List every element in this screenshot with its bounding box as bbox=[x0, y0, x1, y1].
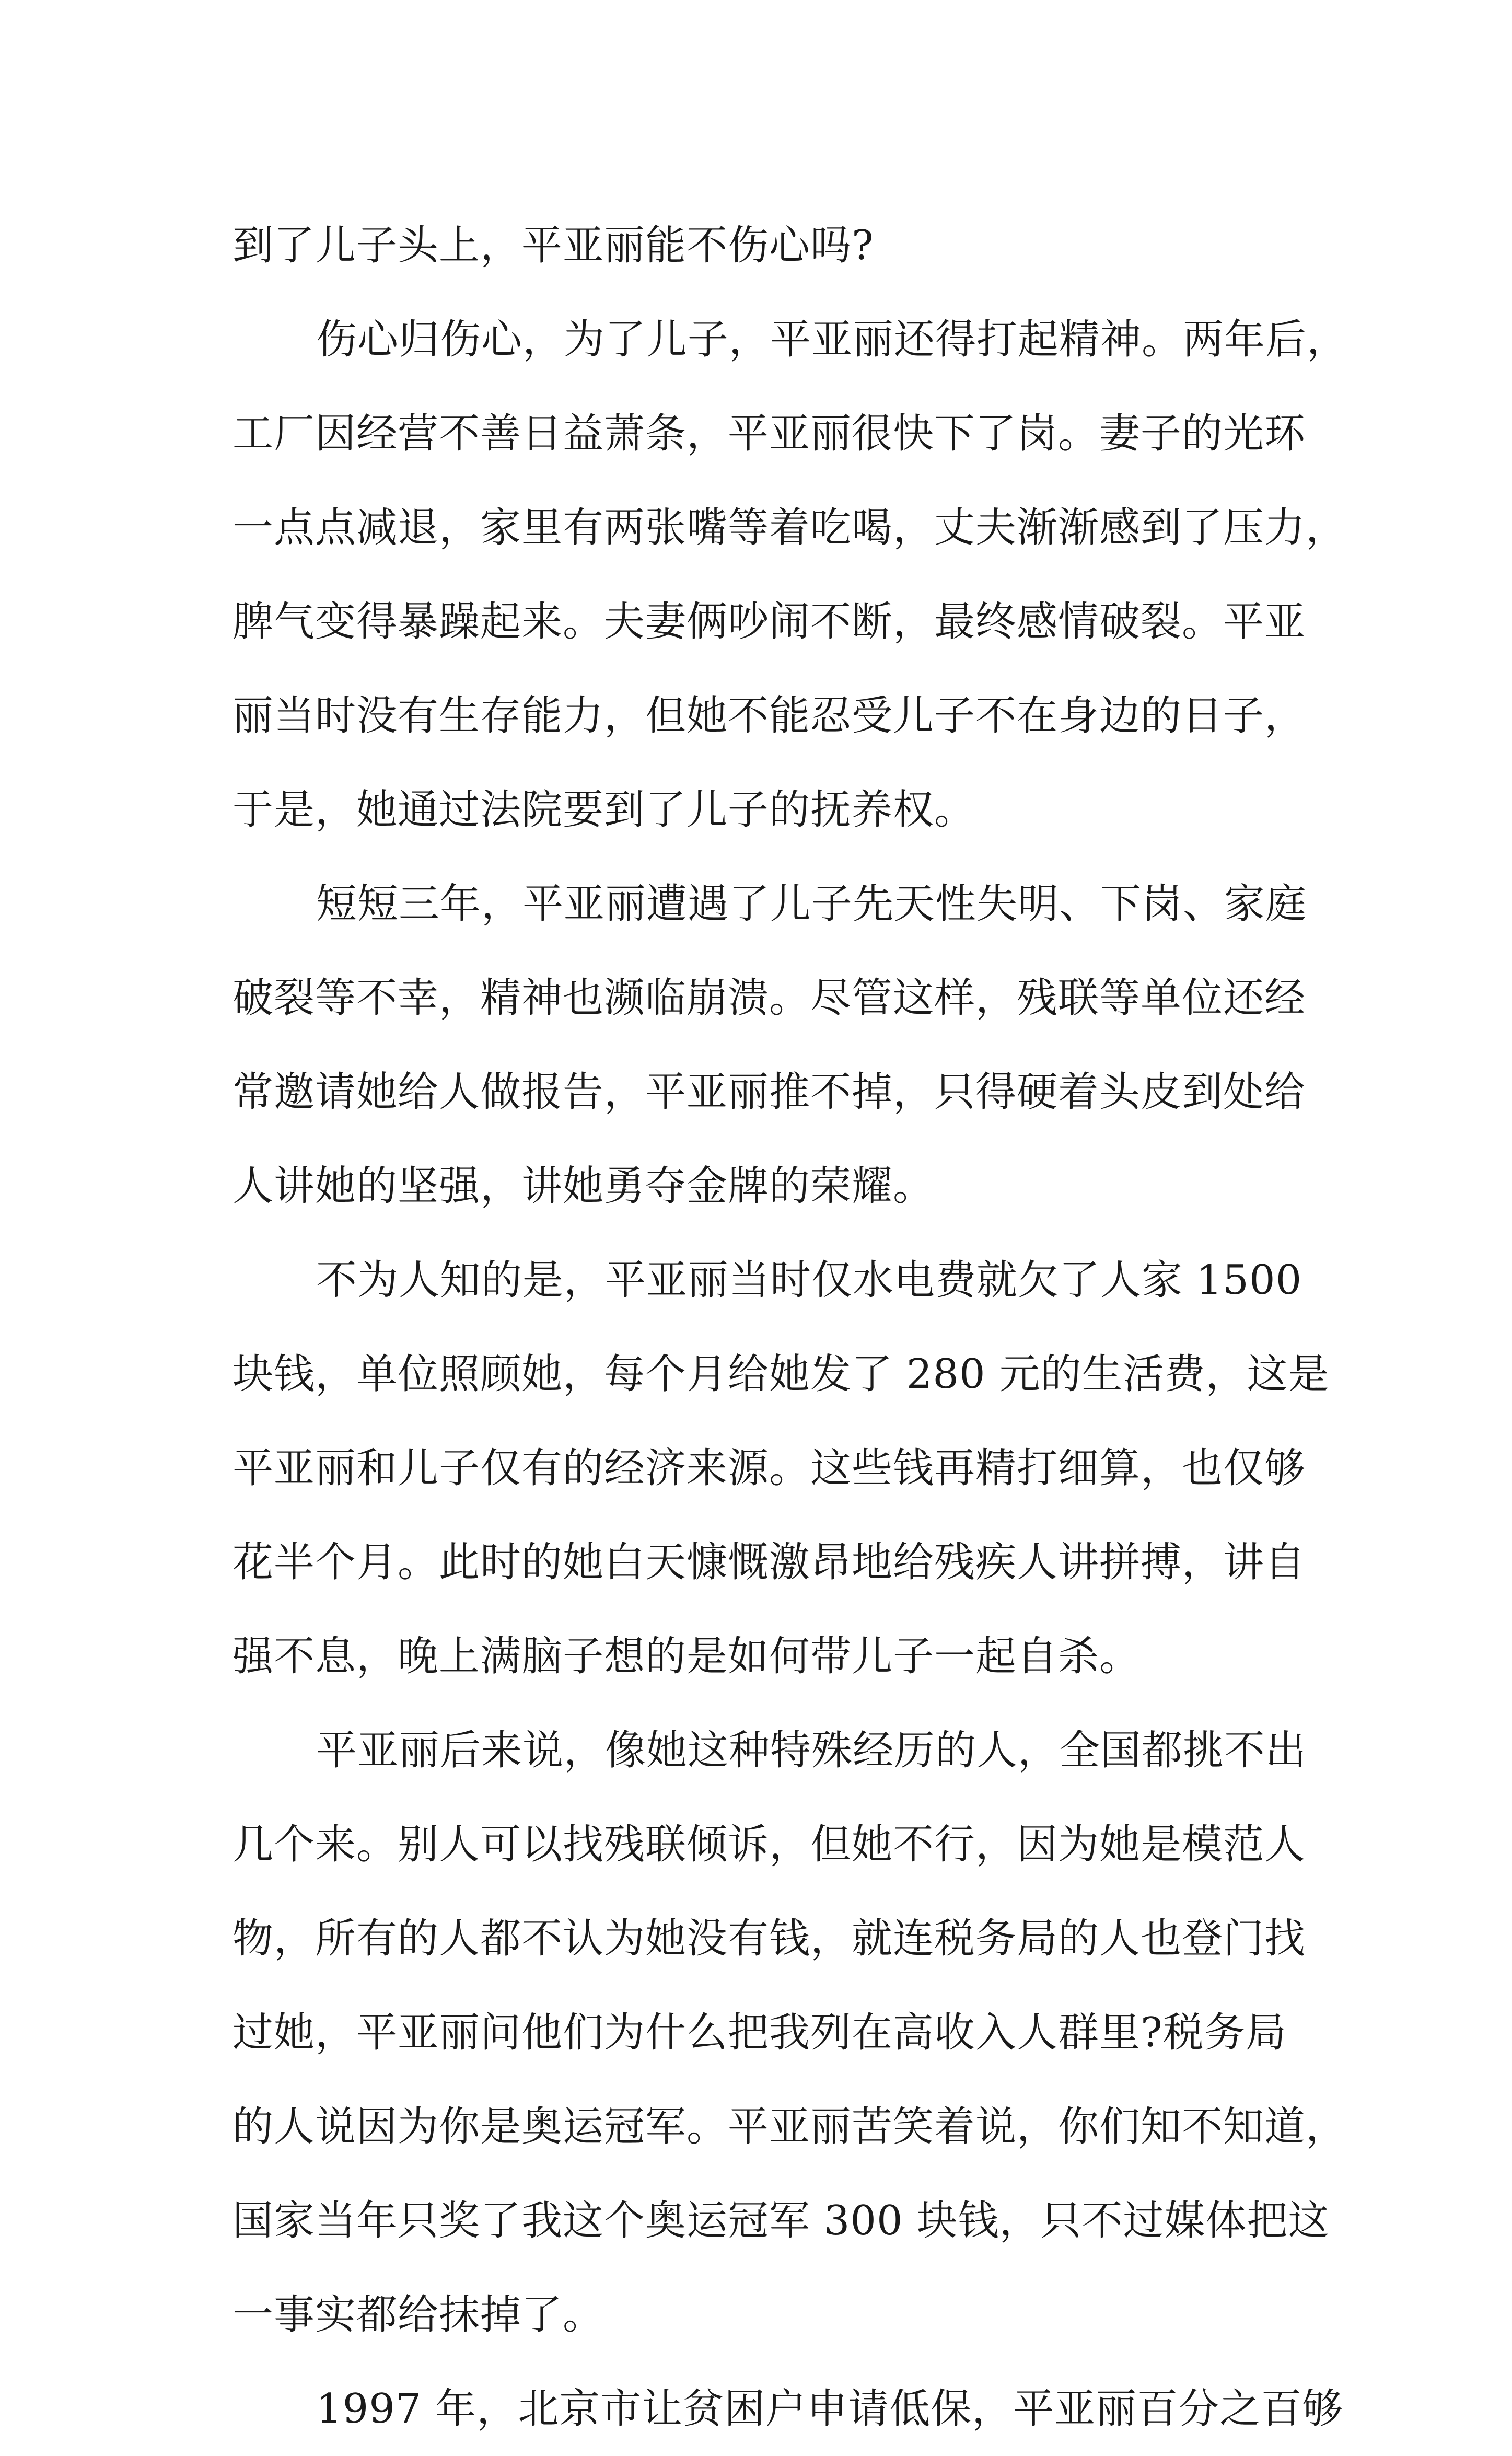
text-line: 工厂因经营不善日益萧条，平亚丽很快下了岗。妻子的光环 bbox=[232, 410, 1306, 457]
text-line: 的人说因为你是奥运冠军。平亚丽苦笑着说，你们知不知道， bbox=[232, 2103, 1347, 2150]
text-line: 短短三年，平亚丽遭遇了儿子先天性失明、下岗、家庭 bbox=[316, 881, 1307, 928]
text-line: 过她，平亚丽问他们为什么把我列在高收入人群里?税务局 bbox=[232, 2009, 1287, 2056]
text-line: 不为人知的是，平亚丽当时仅水电费就欠了人家 1500 bbox=[316, 1257, 1302, 1304]
text-line: 人讲她的坚强，讲她勇夺金牌的荣耀。 bbox=[232, 1163, 935, 1210]
text-line: 几个来。别人可以找残联倾诉，但她不行，因为她是模范人 bbox=[232, 1821, 1306, 1868]
text-line: 一点点减退，家里有两张嘴等着吃喝，丈夫渐渐感到了压力， bbox=[232, 504, 1347, 551]
text-line: 1997 年，北京市让贫困户申请低保，平亚丽百分之百够 bbox=[316, 2385, 1344, 2432]
text-line: 丽当时没有生存能力，但她不能忍受儿子不在身边的日子， bbox=[232, 692, 1306, 739]
text-line: 花半个月。此时的她白天慷慨激昂地给残疾人讲拼搏，讲自 bbox=[232, 1539, 1306, 1586]
text-line: 伤心归伤心，为了儿子，平亚丽还得打起精神。两年后， bbox=[316, 316, 1348, 363]
body-text bbox=[232, 199, 1348, 2456]
text-line: 破裂等不幸，精神也濒临崩溃。尽管这样，残联等单位还经 bbox=[232, 975, 1306, 1022]
text-line: 国家当年只奖了我这个奥运冠军 300 块钱，只不过媒体把这 bbox=[232, 2197, 1330, 2244]
text-line: 一事实都给抹掉了。 bbox=[232, 2291, 604, 2338]
text-line: 到了儿子头上，平亚丽能不伤心吗? bbox=[232, 222, 874, 269]
text-line: 物，所有的人都不认为她没有钱，就连税务局的人也登门找 bbox=[232, 1915, 1306, 1962]
text-line: 于是，她通过法院要到了儿子的抚养权。 bbox=[232, 786, 976, 833]
text-line: 平亚丽后来说，像她这种特殊经历的人，全国都挑不出 bbox=[316, 1727, 1307, 1774]
text-line: 脾气变得暴躁起来。夫妻俩吵闹不断，最终感情破裂。平亚 bbox=[232, 598, 1306, 645]
text-line: 常邀请她给人做报告，平亚丽推不掉，只得硬着头皮到处给 bbox=[232, 1069, 1306, 1116]
text-line: 平亚丽和儿子仅有的经济来源。这些钱再精打细算，也仅够 bbox=[232, 1445, 1306, 1492]
text-line: 块钱，单位照顾她，每个月给她发了 280 元的生活费，这是 bbox=[232, 1351, 1330, 1398]
text-line: 强不息，晚上满脑子想的是如何带儿子一起自杀。 bbox=[232, 1633, 1141, 1680]
